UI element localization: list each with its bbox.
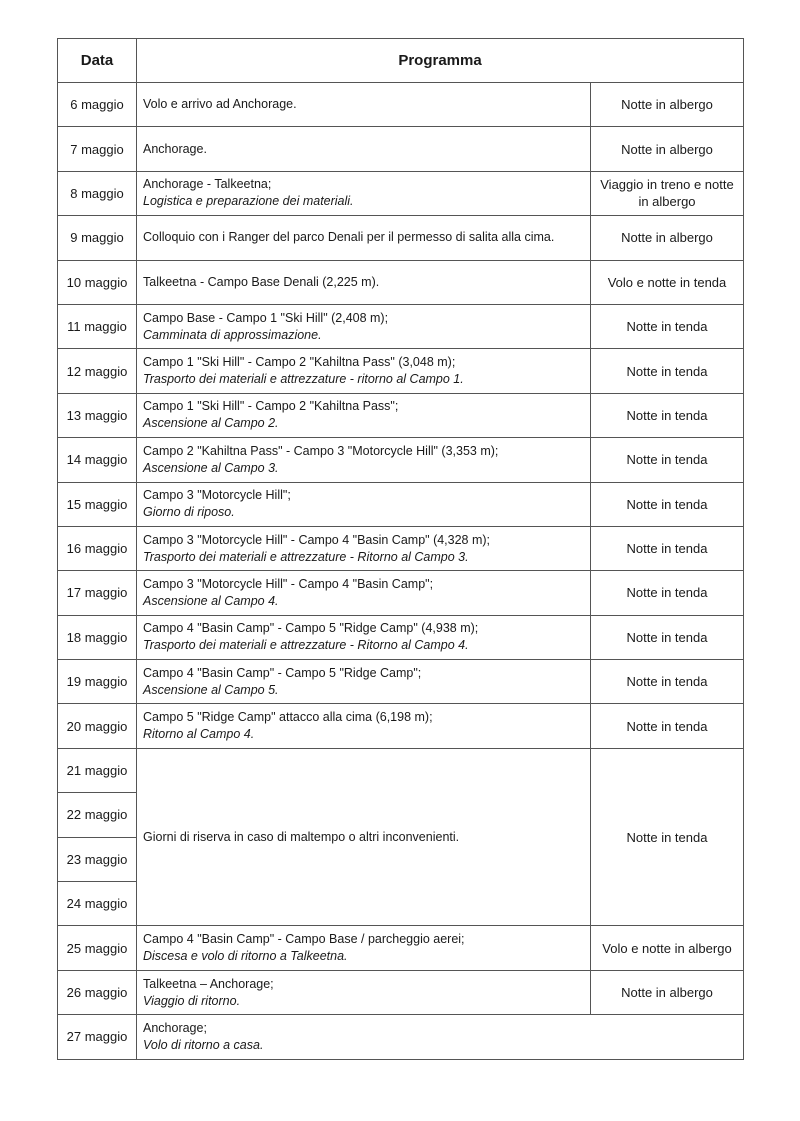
program-detail: Ritorno al Campo 4. bbox=[143, 727, 255, 742]
date-cell: 22 maggio bbox=[58, 793, 137, 837]
date-cell: 25 maggio bbox=[58, 926, 137, 970]
date-cell: 8 maggio bbox=[58, 171, 137, 215]
program-cell bbox=[137, 304, 591, 348]
program-detail: Volo di ritorno a casa. bbox=[143, 1037, 264, 1052]
program-text: Anchorage; bbox=[143, 1020, 207, 1035]
table-row bbox=[58, 970, 744, 1014]
program-detail: Ascensione al Campo 2. bbox=[143, 416, 279, 431]
note-cell: Notte in tenda bbox=[591, 704, 744, 748]
program-text: Campo 2 "Kahiltna Pass" - Campo 3 "Motorcycle Hill" (3,353 m); bbox=[143, 443, 499, 458]
date-cell: 13 maggio bbox=[58, 393, 137, 437]
program-cell bbox=[137, 526, 591, 570]
program-cell bbox=[137, 349, 591, 393]
program-text: Campo 1 "Ski Hill" - Campo 2 "Kahiltna Pass" (3,048 m); bbox=[143, 355, 456, 370]
program-cell bbox=[137, 926, 591, 970]
program-cell bbox=[137, 1015, 744, 1059]
table-row bbox=[58, 482, 744, 526]
program-detail: Trasporto dei materiali e attrezzature - ritorno al Campo 1. bbox=[143, 372, 464, 387]
reserve-days-cell: Giorni di riserva in caso di maltempo o altri inconvenienti. bbox=[137, 748, 591, 926]
program-column-header: Programma bbox=[137, 39, 744, 83]
program-detail: Camminata di approssimazione. bbox=[143, 327, 322, 342]
table-row bbox=[58, 748, 744, 792]
table-row bbox=[58, 216, 744, 260]
date-cell: 19 maggio bbox=[58, 660, 137, 704]
program-cell bbox=[137, 615, 591, 659]
note-cell: Notte in albergo bbox=[591, 216, 744, 260]
table-row bbox=[58, 171, 744, 215]
table-row bbox=[58, 926, 744, 970]
program-text: Volo e arrivo ad Anchorage. bbox=[143, 97, 297, 112]
note-cell: Notte in tenda bbox=[591, 571, 744, 615]
date-cell: 26 maggio bbox=[58, 970, 137, 1014]
program-cell bbox=[137, 216, 591, 260]
note-cell: Notte in albergo bbox=[591, 83, 744, 127]
table-row bbox=[58, 615, 744, 659]
note-cell: Notte in tenda bbox=[591, 660, 744, 704]
date-cell: 27 maggio bbox=[58, 1015, 137, 1059]
note-cell: Notte in tenda bbox=[591, 393, 744, 437]
program-text: Campo 3 "Motorcycle Hill"; bbox=[143, 488, 291, 503]
table-row bbox=[58, 1015, 744, 1059]
program-cell bbox=[137, 660, 591, 704]
table-row bbox=[58, 83, 744, 127]
date-cell: 17 maggio bbox=[58, 571, 137, 615]
date-cell: 16 maggio bbox=[58, 526, 137, 570]
date-cell: 21 maggio bbox=[58, 748, 137, 792]
date-cell: 12 maggio bbox=[58, 349, 137, 393]
program-detail: Trasporto dei materiali e attrezzature - Ritorno al Campo 4. bbox=[143, 638, 469, 653]
program-detail: Trasporto dei materiali e attrezzature - Ritorno al Campo 3. bbox=[143, 549, 469, 564]
table-row bbox=[58, 260, 744, 304]
program-text: Campo 5 "Ridge Camp" attacco alla cima (6,198 m); bbox=[143, 710, 433, 725]
table-row bbox=[58, 349, 744, 393]
table-row bbox=[58, 571, 744, 615]
program-detail: Ascensione al Campo 4. bbox=[143, 593, 279, 608]
date-cell: 7 maggio bbox=[58, 127, 137, 171]
date-cell: 10 maggio bbox=[58, 260, 137, 304]
program-cell bbox=[137, 393, 591, 437]
note-cell: Notte in tenda bbox=[591, 304, 744, 348]
table-row bbox=[58, 704, 744, 748]
program-cell bbox=[137, 171, 591, 215]
date-cell: 23 maggio bbox=[58, 837, 137, 881]
note-cell: Volo e notte in albergo bbox=[591, 926, 744, 970]
program-detail: Ascensione al Campo 5. bbox=[143, 682, 279, 697]
program-cell bbox=[137, 127, 591, 171]
date-cell: 6 maggio bbox=[58, 83, 137, 127]
note-cell: Notte in albergo bbox=[591, 970, 744, 1014]
program-text: Campo 4 "Basin Camp" - Campo Base / parcheggio aerei; bbox=[143, 932, 465, 947]
reserve-note-cell: Notte in tenda bbox=[591, 748, 744, 926]
table-row bbox=[58, 127, 744, 171]
itinerary-table bbox=[57, 38, 744, 1060]
date-cell: 15 maggio bbox=[58, 482, 137, 526]
program-text: Campo 3 "Motorcycle Hill" - Campo 4 "Basin Camp"; bbox=[143, 576, 434, 591]
note-cell: Notte in tenda bbox=[591, 482, 744, 526]
note-cell: Volo e notte in tenda bbox=[591, 260, 744, 304]
date-cell: 14 maggio bbox=[58, 438, 137, 482]
date-column-header: Data bbox=[58, 39, 137, 83]
table-row bbox=[58, 438, 744, 482]
program-text: Talkeetna – Anchorage; bbox=[143, 976, 274, 991]
header-row bbox=[58, 39, 744, 83]
note-cell: Notte in tenda bbox=[591, 349, 744, 393]
note-cell: Notte in tenda bbox=[591, 615, 744, 659]
program-text: Campo 1 "Ski Hill" - Campo 2 "Kahiltna Pass"; bbox=[143, 399, 399, 414]
table-row bbox=[58, 660, 744, 704]
program-text: Campo 4 "Basin Camp" - Campo 5 "Ridge Camp"; bbox=[143, 665, 422, 680]
program-detail: Ascensione al Campo 3. bbox=[143, 460, 279, 475]
table-row bbox=[58, 526, 744, 570]
table-row bbox=[58, 393, 744, 437]
program-cell bbox=[137, 704, 591, 748]
date-cell: 20 maggio bbox=[58, 704, 137, 748]
program-text: Anchorage. bbox=[143, 141, 207, 156]
program-text: Campo 4 "Basin Camp" - Campo 5 "Ridge Camp" (4,938 m); bbox=[143, 621, 479, 636]
program-text: Anchorage - Talkeetna; bbox=[143, 177, 272, 192]
program-text: Colloquio con i Ranger del parco Denali per il permesso di salita alla cima. bbox=[143, 230, 555, 245]
date-cell: 18 maggio bbox=[58, 615, 137, 659]
program-detail: Discesa e volo di ritorno a Talkeetna. bbox=[143, 949, 348, 964]
note-cell: Viaggio in treno e notte in albergo bbox=[591, 171, 744, 215]
program-cell bbox=[137, 571, 591, 615]
program-detail: Giorno di riposo. bbox=[143, 505, 235, 520]
program-cell bbox=[137, 438, 591, 482]
note-cell: Notte in tenda bbox=[591, 526, 744, 570]
program-cell bbox=[137, 83, 591, 127]
date-cell: 11 maggio bbox=[58, 304, 137, 348]
date-cell: 9 maggio bbox=[58, 216, 137, 260]
table-row bbox=[58, 304, 744, 348]
program-text: Campo 3 "Motorcycle Hill" - Campo 4 "Basin Camp" (4,328 m); bbox=[143, 532, 491, 547]
program-cell bbox=[137, 970, 591, 1014]
note-cell: Notte in albergo bbox=[591, 127, 744, 171]
note-cell: Notte in tenda bbox=[591, 438, 744, 482]
program-cell bbox=[137, 482, 591, 526]
program-detail: Logistica e preparazione dei materiali. bbox=[143, 194, 354, 209]
date-cell: 24 maggio bbox=[58, 882, 137, 926]
program-text: Campo Base - Campo 1 "Ski Hill" (2,408 m); bbox=[143, 310, 389, 325]
program-text: Talkeetna - Campo Base Denali (2,225 m). bbox=[143, 274, 380, 289]
program-detail: Viaggio di ritorno. bbox=[143, 993, 241, 1008]
program-cell bbox=[137, 260, 591, 304]
